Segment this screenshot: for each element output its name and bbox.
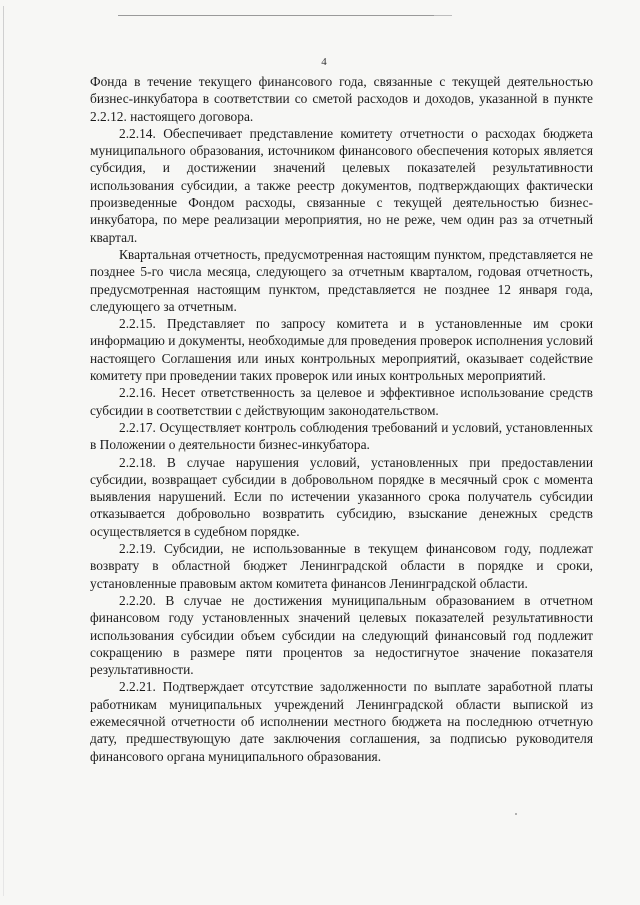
document-body bbox=[90, 73, 593, 765]
clause-2-2-20: 2.2.20. В случае не достижения муниципальным образованием в отчетном финансовом году установленных значений целевых показателей результативности использования субсидии объем субсидии на следующий финансовый год подлежит сокращению в размере пяти процентов за недостигнутое значение показателя результативности. bbox=[90, 592, 593, 678]
header-rule-end bbox=[434, 15, 452, 16]
clause-2-2-18: 2.2.18. В случае нарушения условий, установленных при предоставлении субсидии, возвращает субсидии в добровольном порядке в месячный срок с момента выявления нарушений. Если по истечении указанного срока получатель субсидии отказывается добровольно возвратить субсидию, взыскание денежных средств осуществляется в судебном порядке. bbox=[90, 454, 593, 539]
clause-2-2-19: 2.2.19. Субсидии, не использованные в текущем финансовом году, подлежат возврату в областной бюджет Ленинградской области в порядке и сроки, установленные правовым актом комитета финансов Ленинградской области. bbox=[90, 541, 593, 591]
clause-2-2-14-reporting: Квартальная отчетность, предусмотренная настоящим пунктом, представляется не позднее 5-го числа месяца, следующего за отчетным кварталом, годовая отчетность, предусмотренная настоящим пунктом, представляется не позднее 12 января года, следующего за отчетным. bbox=[90, 246, 593, 314]
scan-speck bbox=[515, 813, 517, 815]
clause-2-2-15: 2.2.15. Представляет по запросу комитета и в установленные им сроки информацию и документы, необходимые для проведения проверок исполнения условий настоящего Соглашения или иных контрольных мероприятий, оказывает содействие комитету при проведении таких проверок или иных контрольных мероприятий. bbox=[90, 316, 593, 384]
clause-2-2-14: 2.2.14. Обеспечивает представление комитету отчетности о расходах бюджета муниципального образования, источником финансового обеспечения которых является субсидия, и достижении значений целевых показателей результативности использования субсидии, а также реестр документов, подтверждающих фактически произведенные Фондом расходы, связанные с текущей деятельностью бизнес-инкубатора, по мере реализации мероприятия, но не реже, чем один раз за отчетный квартал. bbox=[90, 125, 593, 245]
clause-2-2-16: 2.2.16. Несет ответственность за целевое и эффективное использование средств субсидии в соответствии с действующим законодательством. bbox=[90, 385, 593, 418]
header-rule bbox=[118, 15, 448, 16]
clause-2-2-17: 2.2.17. Осуществляет контроль соблюдения требований и условий, установленных в Положении о деятельности бизнес-инкубатора. bbox=[90, 419, 593, 453]
clause-2-2-21: 2.2.21. Подтверждает отсутствие задолженности по выплате заработной платы работникам муниципальных учреждений Ленинградской области выпиской из ежемесячной отчетности об исполнении местного бюджета на последнюю отчетную дату, предшествующую дате заключения соглашения, за подписью руководителя финансового органа муниципального образования. bbox=[90, 679, 593, 764]
page-number: 4 bbox=[321, 56, 327, 68]
paragraph-continuation: Фонда в течение текущего финансового года, связанные с текущей деятельностью бизнес-инкубатора в соответствии со сметой расходов и доходов, указанной в пункте 2.2.12. настоящего договора. bbox=[90, 74, 593, 124]
scan-left-edge bbox=[3, 6, 4, 896]
